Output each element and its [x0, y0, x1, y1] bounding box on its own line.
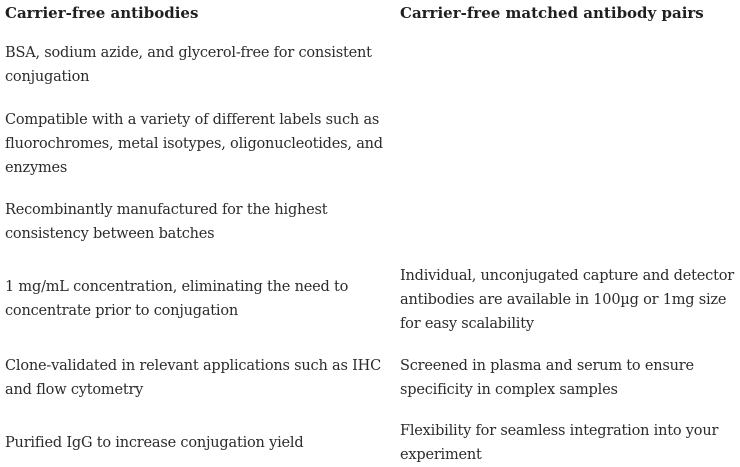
row-4-right: Individual, unconjugated capture and detector antibodies are available in 100µg or 1mg size for easy scalability [400, 268, 734, 332]
row-5-right: Screened in plasma and serum to ensure specificity in complex samples [400, 358, 694, 398]
row-5-left: Clone-validated in relevant applications such as IHC and flow cytometry [5, 358, 381, 398]
header-carrier-free-antibodies: Carrier-free antibodies [5, 4, 199, 22]
row-6-left: Purified IgG to increase conjugation yield [5, 435, 304, 451]
row-1-left: BSA, sodium azide, and glycerol-free for consistent conjugation [5, 45, 372, 85]
header-carrier-free-matched-pairs: Carrier-free matched antibody pairs [400, 4, 704, 22]
row-6-right: Flexibility for seamless integration into your experiment [400, 423, 719, 463]
row-3-left: Recombinantly manufactured for the highest consistency between batches [5, 202, 328, 242]
row-2-left: Compatible with a variety of different labels such as fluorochromes, metal isotypes, oligonucleotides, and enzymes [5, 112, 383, 176]
row-4-left: 1 mg/mL concentration, eliminating the need to concentrate prior to conjugation [5, 279, 349, 319]
